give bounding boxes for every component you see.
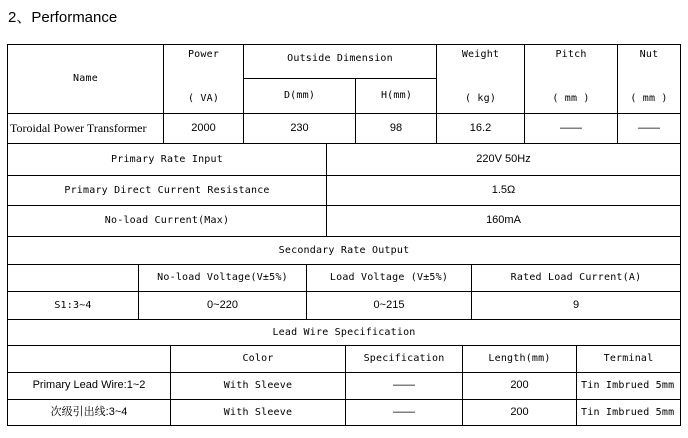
product-h: 98 xyxy=(355,114,436,143)
noload-current-value: 160mA xyxy=(326,206,680,236)
secondary-header-row xyxy=(8,264,680,291)
lead-col-spec: Specification xyxy=(345,346,462,372)
primary-rate-input-row xyxy=(8,143,680,175)
product-pitch: —— xyxy=(524,114,617,143)
secondary-noload-value: 0~220 xyxy=(138,292,306,319)
performance-table xyxy=(7,44,681,426)
noload-current-row xyxy=(8,205,680,236)
header-power-label: Power xyxy=(187,49,220,60)
header-d: D(mm) xyxy=(244,79,356,113)
lead-col-terminal: Terminal xyxy=(576,346,680,372)
product-weight: 16.2 xyxy=(436,114,524,143)
product-d: 230 xyxy=(243,114,355,143)
product-power: 2000 xyxy=(163,114,243,143)
secondary-data-row xyxy=(8,291,680,319)
header-power xyxy=(163,45,243,113)
lead-row-primary-length: 200 xyxy=(462,373,576,399)
noload-current-label: No-load Current(Max) xyxy=(104,215,230,226)
secondary-title: Secondary Rate Output xyxy=(278,244,410,256)
header-weight xyxy=(436,45,524,113)
lead-title-row xyxy=(8,319,680,345)
header-h: H(mm) xyxy=(380,90,413,101)
lead-col-length: Length(mm) xyxy=(462,346,576,372)
lead-title: Lead Wire Specification xyxy=(272,326,416,338)
lead-row-primary-spec: —— xyxy=(345,373,462,399)
secondary-row-label: S1:3~4 xyxy=(54,299,92,311)
secondary-col-noload: No-load Voltage(V±5%) xyxy=(138,265,306,291)
header-weight-unit: ( kg) xyxy=(464,93,497,104)
lead-header-row xyxy=(8,345,680,372)
secondary-current-value: 9 xyxy=(471,292,680,319)
header-nut xyxy=(617,45,680,113)
product-name: Toroidal Power Transformer xyxy=(10,121,147,136)
header-row xyxy=(8,45,680,113)
lead-row-secondary xyxy=(8,399,680,425)
header-weight-label: Weight xyxy=(461,49,500,60)
secondary-title-row xyxy=(8,236,680,264)
header-nut-unit: ( mm ) xyxy=(630,93,668,104)
lead-row-secondary-length: 200 xyxy=(462,400,576,425)
lead-row-secondary-terminal: Tin Imbrued 5mm xyxy=(576,400,680,425)
lead-row-primary xyxy=(8,372,680,399)
lead-row-primary-color: With Sleeve xyxy=(170,373,345,399)
lead-col-color: Color xyxy=(170,346,345,372)
secondary-col-load: Load Voltage (V±5%) xyxy=(306,265,471,291)
product-nut: —— xyxy=(617,114,680,143)
secondary-load-value: 0~215 xyxy=(306,292,471,319)
primary-rate-input-value: 220V 50Hz xyxy=(326,144,680,175)
primary-resistance-label: Primary Direct Current Resistance xyxy=(64,184,270,196)
header-name: Name xyxy=(73,73,98,84)
lead-blank-cell xyxy=(8,346,170,372)
section-heading: 2、Performance xyxy=(8,9,118,26)
header-power-unit: ( VA) xyxy=(187,93,220,104)
header-pitch-label: Pitch xyxy=(555,49,587,60)
header-outside-dimension xyxy=(243,45,436,113)
header-pitch-unit: ( mm ) xyxy=(552,93,590,104)
product-row xyxy=(8,113,680,143)
lead-row-secondary-name: 次级引出线:3~4 xyxy=(50,405,128,418)
header-nut-label: Nut xyxy=(639,49,659,60)
lead-row-secondary-color: With Sleeve xyxy=(170,400,345,425)
header-outside-dimension-label: Outside Dimension xyxy=(287,53,393,64)
header-pitch xyxy=(524,45,617,113)
secondary-col-current: Rated Load Current(A) xyxy=(471,265,680,291)
secondary-blank-cell xyxy=(8,265,138,291)
lead-row-primary-name: Primary Lead Wire:1~2 xyxy=(32,379,146,392)
lead-row-secondary-spec: —— xyxy=(345,400,462,425)
primary-resistance-row xyxy=(8,175,680,205)
lead-row-primary-terminal: Tin Imbrued 5mm xyxy=(576,373,680,399)
primary-rate-input-label: Primary Rate Input xyxy=(111,153,223,165)
primary-resistance-value: 1.5Ω xyxy=(326,176,680,205)
